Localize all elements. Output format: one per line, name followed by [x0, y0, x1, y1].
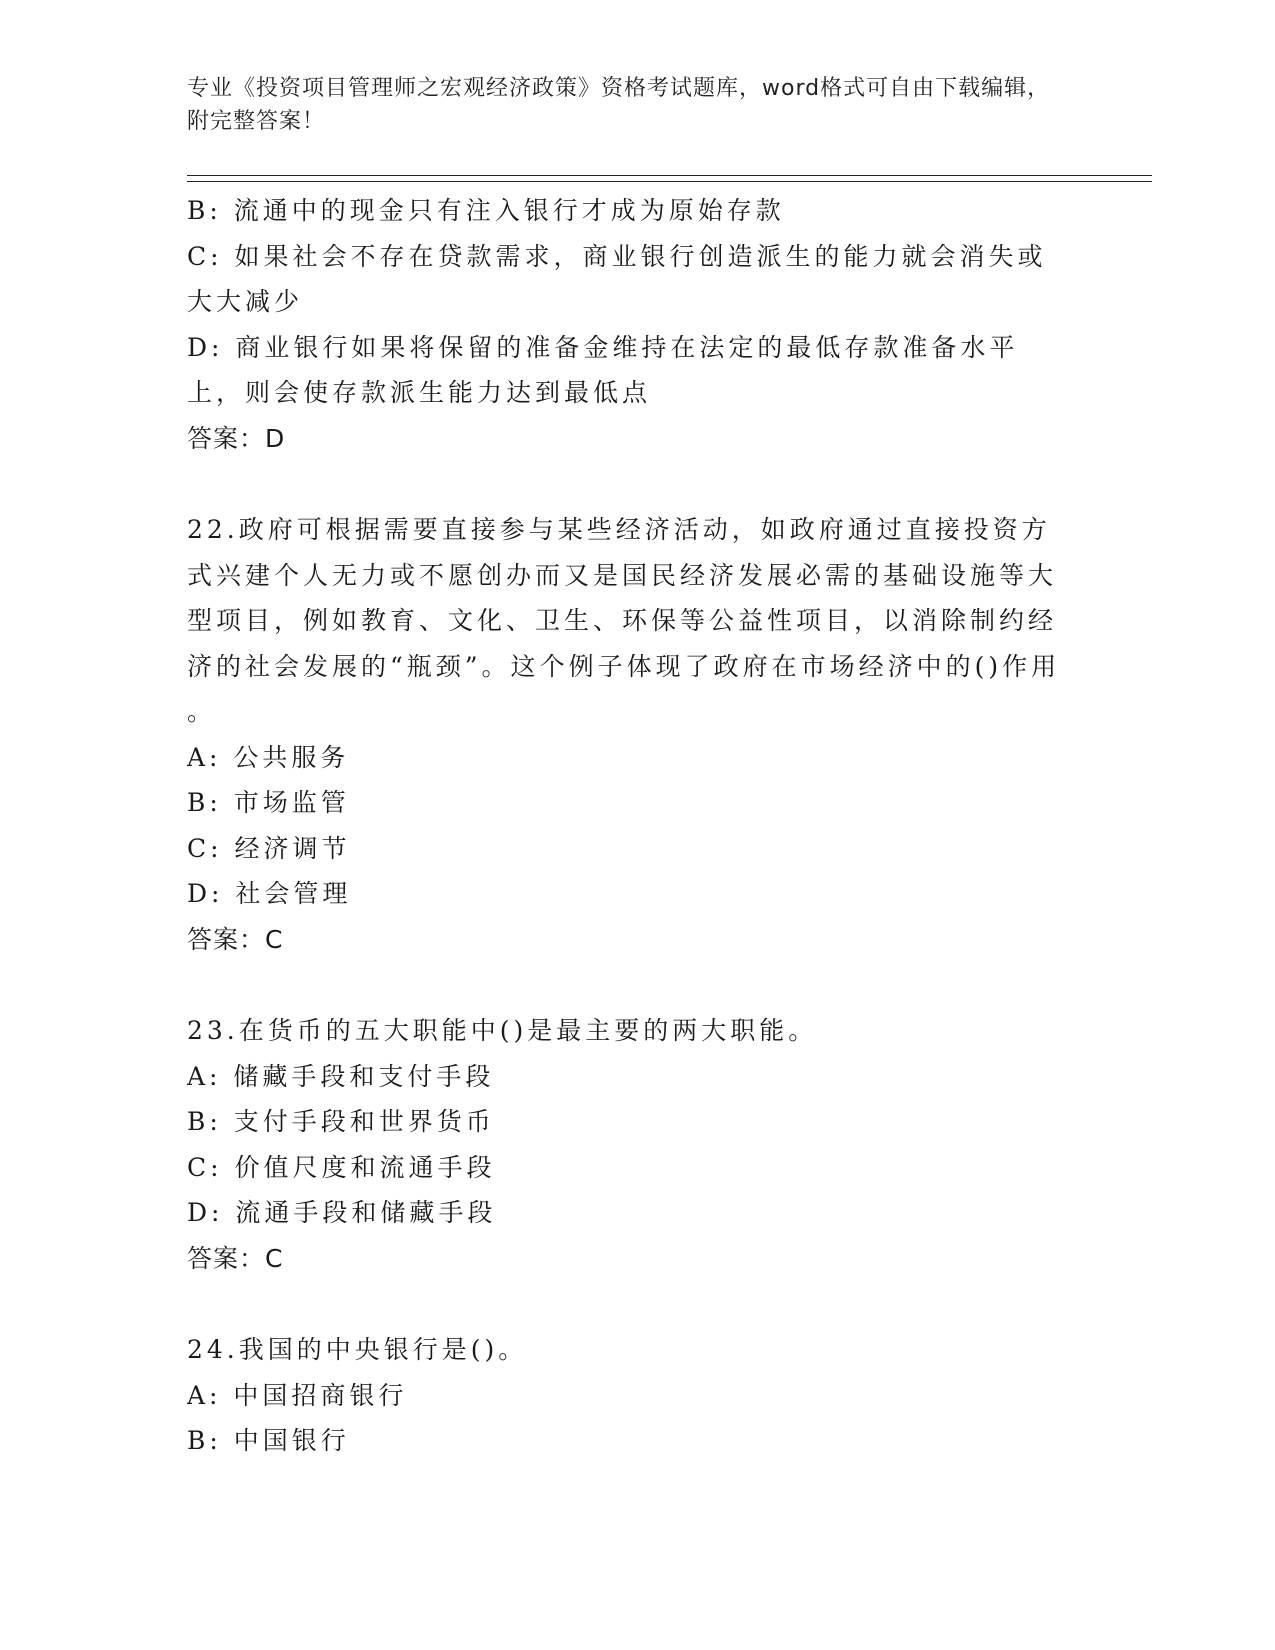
- question-21: [187, 188, 1087, 461]
- option-d: D: 流通手段和储藏手段: [187, 1198, 497, 1227]
- option-a: A: 公共服务: [187, 742, 350, 772]
- answer: 答案：C: [187, 1243, 284, 1273]
- question-list: [187, 188, 1087, 1464]
- option-d: D: 社会管理: [187, 879, 352, 908]
- option-c: C: 价值尺度和流通手段: [187, 1152, 496, 1182]
- answer: 答案：C: [187, 924, 284, 954]
- option-b: B: 支付手段和世界货币: [187, 1107, 495, 1136]
- answer: 答案：D: [187, 423, 286, 453]
- document-header: 专业《投资项目管理师之宏观经济政策》资格考试题库，word格式可自由下载编辑，附完整答案！: [187, 76, 1051, 134]
- question-spacer: [187, 962, 1087, 1008]
- option-b: B: 中国银行: [187, 1426, 350, 1455]
- question-stem: 22.政府可根据需要直接参与某些经济活动，如政府通过直接投资方式兴建个人无力或不愿创办而又是国民经济发展必需的基础设施等大型项目，例如教育、文化、卫生、环保等公益性项目，以消除制约经济的社会发展的“瓶颈”。这个例子体现了政府在市场经济中的()作用: [187, 515, 1061, 681]
- header-divider-bottom: [187, 181, 1152, 182]
- question-23: [187, 1008, 1087, 1281]
- option-b: B: 流通中的现金只有注入银行才成为原始存款: [187, 196, 785, 225]
- question-spacer: [187, 1281, 1087, 1327]
- question-stem: 23.在货币的五大职能中()是最主要的两大职能。: [187, 1016, 818, 1045]
- question-stem: 24.我国的中央银行是()。: [187, 1335, 528, 1364]
- question-stem-end: 。: [187, 697, 217, 726]
- option-a: A: 中国招商银行: [187, 1380, 408, 1410]
- option-a: A: 储藏手段和支付手段: [187, 1061, 495, 1091]
- option-d: D: 商业银行如果将保留的准备金维持在法定的最低存款准备水平上，则会使存款派生能力达到最低点: [187, 332, 1019, 407]
- header-divider-top: [187, 175, 1152, 176]
- option-b: B: 市场监管: [187, 788, 350, 817]
- option-c: C: 经济调节: [187, 833, 351, 863]
- question-24: [187, 1327, 1087, 1464]
- question-22: [187, 507, 1087, 962]
- option-c: C: 如果社会不存在贷款需求，商业银行创造派生的能力就会消失或大大减少: [187, 241, 1047, 316]
- question-spacer: [187, 461, 1087, 507]
